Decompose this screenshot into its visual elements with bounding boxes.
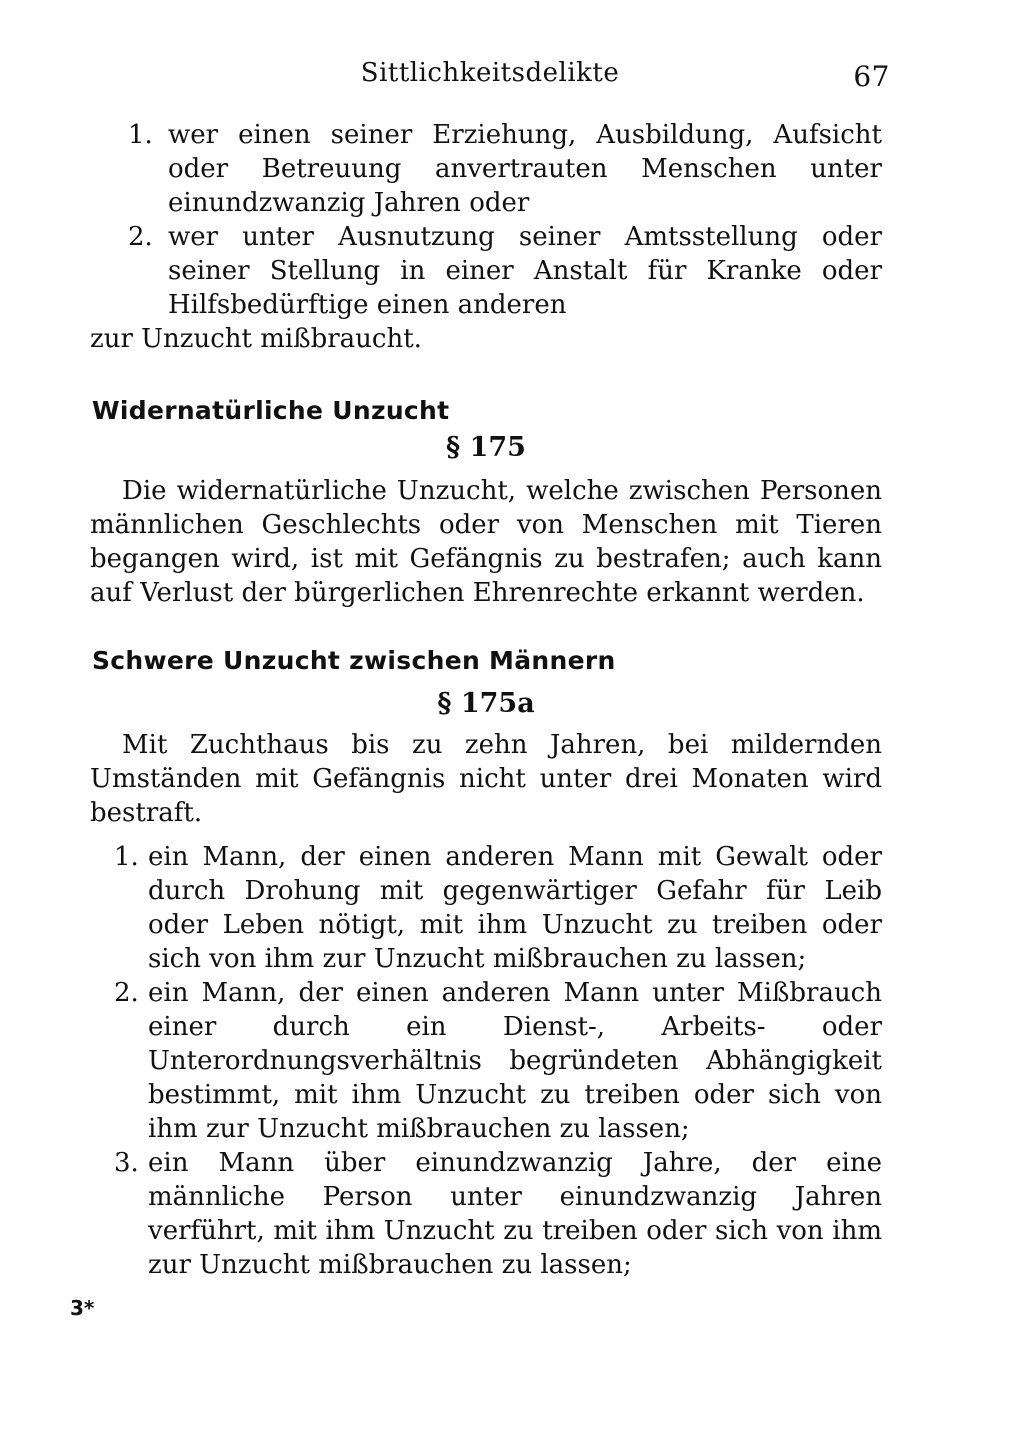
item-text: ein Mann, der einen anderen Mann mit Gewalt oder durch Drohung mit gegenwärtiger Gefahr für Leib oder Leben nötigt, mit ihm Unzucht zu treiben oder sich von ihm zur Unzucht mißbrauchen zu lassen;	[148, 842, 882, 974]
intro-list	[90, 118, 882, 356]
item-text: wer unter Ausnutzung seiner Amtsstellung oder seiner Stellung in einer Anstalt für Kranke oder Hilfsbedürftige einen anderen	[168, 222, 882, 320]
list-item	[90, 840, 882, 976]
running-title: Sittlichkeitsdelikte	[360, 58, 620, 88]
item-number: 3.	[114, 1148, 139, 1178]
offence-list	[90, 840, 882, 1282]
running-head	[90, 58, 890, 98]
page-number: 67	[853, 60, 890, 93]
item-number: 2.	[114, 978, 139, 1008]
signature-mark: 3*	[70, 1296, 95, 1320]
item-number: 2.	[128, 222, 153, 252]
list-item	[90, 1146, 882, 1282]
section-heading: Schwere Unzucht zwischen Männern	[92, 646, 616, 675]
intro-tail: zur Unzucht mißbraucht.	[90, 324, 422, 354]
paragraph-sign: § 175a	[437, 688, 535, 719]
list-item	[90, 118, 882, 220]
list-item	[90, 220, 882, 322]
item-text: ein Mann, der einen anderen Mann unter Mißbrauch einer durch ein Dienst-, Arbeits- oder Unterordnungsverhältnis begründeten Abhängigkeit bestimmt, mit ihm Unzucht zu treiben oder sich von ihm zur Unzucht mißbrauchen zu lassen;	[148, 978, 882, 1144]
item-number: 1.	[128, 120, 153, 150]
item-number: 1.	[114, 842, 139, 872]
paragraph-text: Die widernatürliche Unzucht, welche zwischen Personen männlichen Geschlechts oder von Menschen mit Tieren begangen wird, ist mit Gefängnis zu bestrafen; auch kann auf Verlust der bürgerlichen Ehrenrechte erkannt werden.	[90, 476, 882, 608]
item-text: wer einen seiner Erziehung, Ausbildung, Aufsicht oder Betreuung anvertrauten Menschen unter einundzwanzig Jahren oder	[168, 120, 882, 218]
item-text: ein Mann über einundzwanzig Jahre, der eine männliche Person unter einundzwanzig Jahren verführt, mit ihm Unzucht zu treiben oder sich von ihm zur Unzucht mißbrauchen zu lassen;	[148, 1148, 882, 1280]
paragraph-sign: § 175	[446, 432, 526, 463]
list-item	[90, 976, 882, 1146]
section-heading: Widernatürliche Unzucht	[92, 396, 450, 425]
paragraph-text: Mit Zuchthaus bis zu zehn Jahren, bei mildernden Umständen mit Gefängnis nicht unter drei Monaten wird bestraft.	[90, 730, 882, 828]
